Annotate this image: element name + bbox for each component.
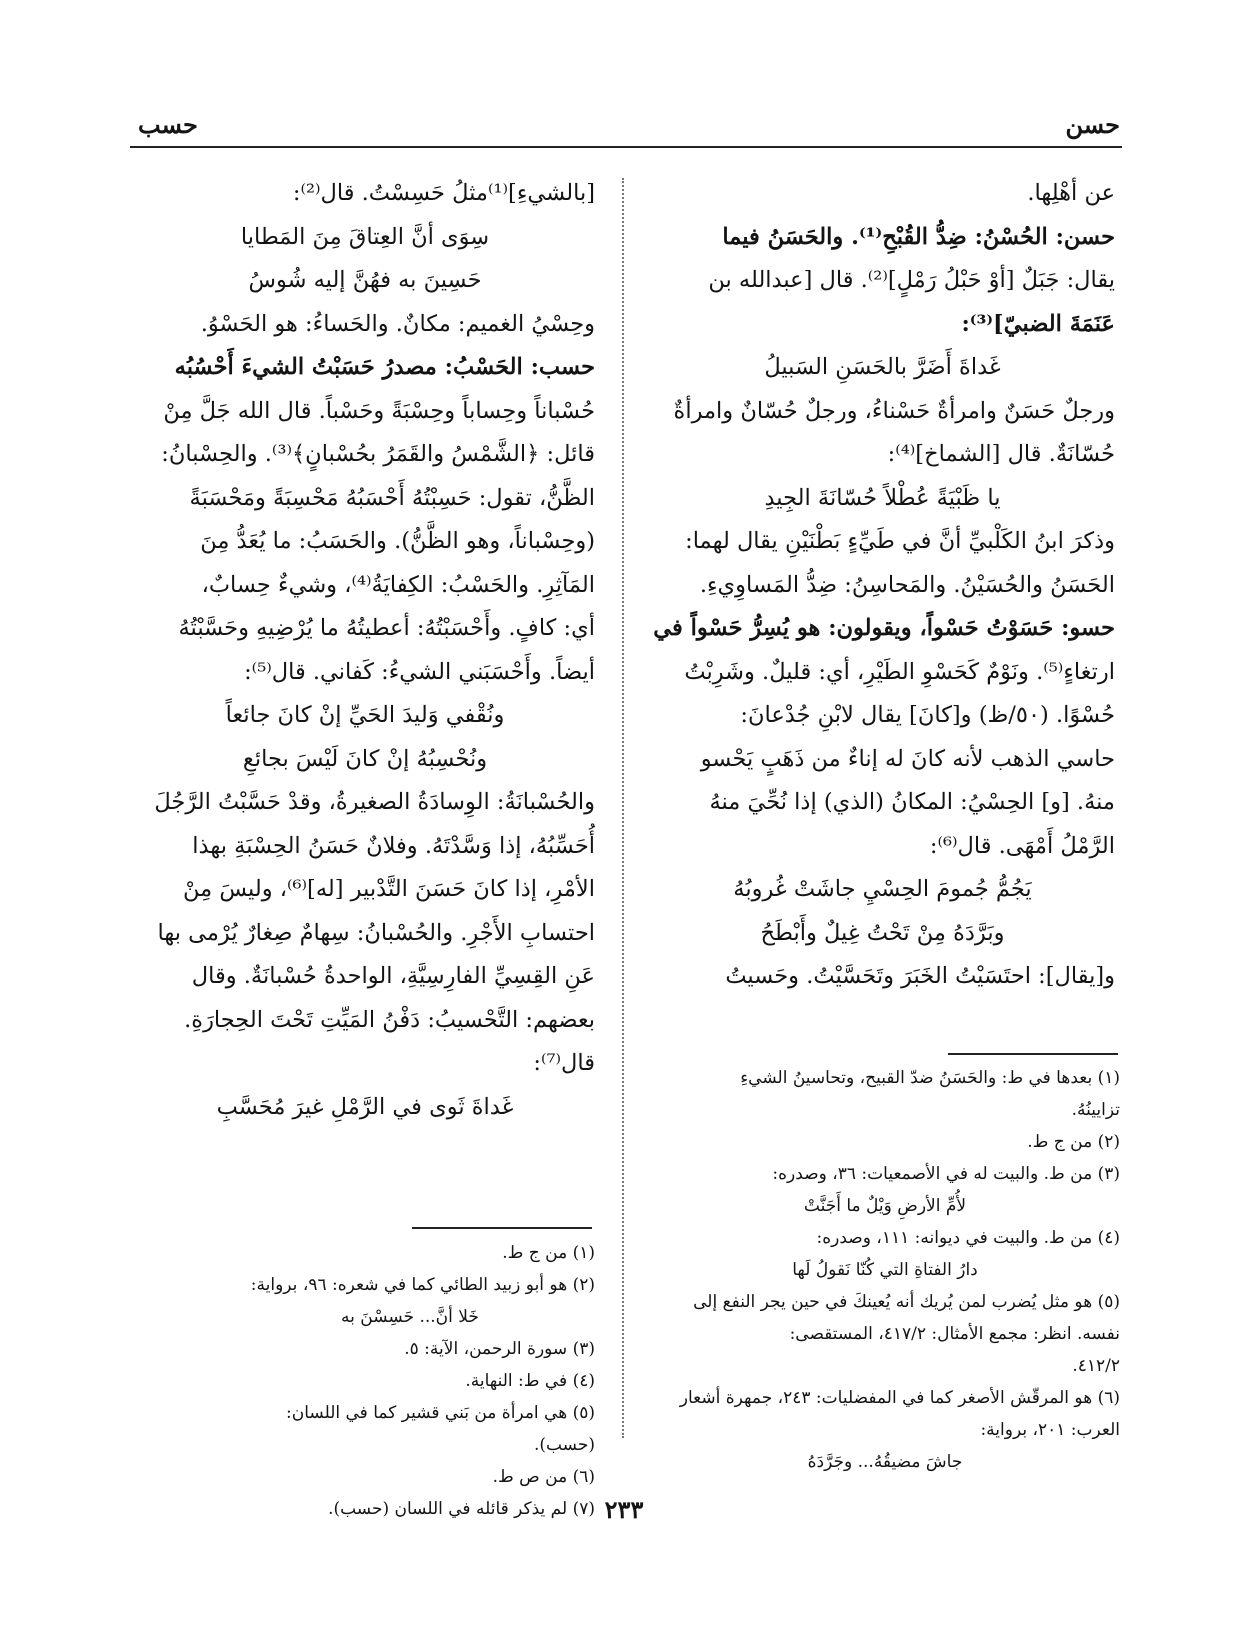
footnote-line: (٣) سورة الرحمن، الآية: ٥. (404, 1339, 595, 1359)
footnote-line: (٥) هي امرأة من بَني قشير كما في اللسان: (حسب). (286, 1403, 595, 1455)
text-line: بعضهم: التَّحْسيبُ: دَفْنُ المَيِّتِ تَحْتَ الحِجارَةِ. (184, 1006, 595, 1033)
footnote-line: العرب: ٢٠١، برواية: (980, 1420, 1120, 1440)
verse-line: ونُحْسِبُهُ إنْ كانَ لَيْسَ بجائعِ (242, 745, 488, 772)
right-column (650, 172, 1115, 999)
column-divider (622, 178, 624, 1438)
text-line: وحِسْيُ الغميم: مكانٌ. والحَساءُ: هو الحَسْوُ. (200, 310, 595, 337)
running-header-right: حسن (1065, 110, 1120, 139)
entry-head-line: حسو: حَسَوْتُ حَسْواً، ويقولون: هو يُسِرُّ حَسْواً في (653, 615, 1115, 641)
text-line: حاسي الذهب لأنه كانَ له إناءٌ من ذَهَبٍ يَحْسو (700, 745, 1115, 772)
footnote-verse: خَلا أنَّ... حَسِسْنَ به (341, 1307, 479, 1327)
header-rule (130, 146, 1122, 148)
text-line: عن أهْلِها. (1027, 180, 1115, 206)
footnotes-right (650, 1062, 1120, 1478)
entry-head-line: حسب: الحَسْبُ: مصدرُ حَسَبْتُ الشيءَ أَحْسُبُه (174, 354, 595, 380)
text-line: الحَسَنُ والحُسَيْنُ. والمَحاسِنُ: ضِدُّ المَساوِيءِ. (699, 571, 1115, 598)
text-line: و[يقال]: احتَسَيْتُ الخَبَرَ وتَحَسَّيْتُ. وحَسيتُ (725, 963, 1115, 989)
text-line: وذكرَ ابنُ الكَلْبيِّ أنَّ في طَيِّءٍ بَطْنَيْنِ يقال لهما: (685, 528, 1115, 554)
footnote-rule-right (948, 1053, 1118, 1055)
verse-line: غَداةَ أَضَرَّ بالحَسَنِ السَبيلُ (764, 354, 1001, 380)
text-line: والحُسْبانَةُ: الوِسادَةُ الصغيرةُ، وقدْ حَسَّبْتُ الرَّجُلَ (154, 789, 595, 815)
text-line: الظَّنُّ، تقول: حَسِبْتُهُ أَحْسَبُهُ مَحْسِبَةً ومَحْسَبَةً (189, 484, 595, 511)
text-line: حُسْباناً وحِساباً وحِسْبَةً وحَسْباً. قال الله جَلَّ مِنْ (163, 397, 595, 424)
text-line: الأمْرِ، إذا كانَ حَسَنَ التَّدْبير [له]⁽⁶⁾، وليسَ مِنْ (183, 876, 595, 902)
text-line: المَآثِرِ. والحَسْبُ: الكِفايَةُ⁽⁴⁾، وشيءٌ حِسابٌ، (201, 571, 595, 598)
left-column (135, 172, 595, 1129)
text-line: قال⁽⁷⁾: (533, 1050, 595, 1076)
footnote-line: (٣) من ط. والبيت له في الأصمعيات: ٣٦، وصدره: (772, 1164, 1120, 1184)
footnote-line: (٢) هو أبو زبيد الطائي كما في شعره: ٩٦، برواية: (250, 1275, 595, 1295)
text-line: أيضاً. وأَحْسَبَني الشيءُ: كَفاني. قال⁽⁵⁾: (244, 658, 595, 685)
footnotes-left (225, 1237, 595, 1525)
text-line: حُسّانَةٌ. قال [الشماخ]⁽⁴⁾: (887, 441, 1115, 467)
footnote-line: (٥) هو مثل يُضرب لمن يُريك أنه يُعينكَ في حين يجر النفع إلى (693, 1292, 1120, 1312)
text-line: أي: كافٍ. وأَحْسَبْتُهُ: أعطيتُهُ ما يُرْضِيهِ وحَسَّبْتُهُ (178, 615, 595, 641)
footnote-line: (٢) من ج ط. (1027, 1132, 1120, 1152)
footnote-line: (٦) هو المرقّش الأصغر كما في المفضليات: ٢٤٣، جمهرة أشعار (679, 1388, 1120, 1408)
footnote-verse: جاشَ مضيقُهُ... وجَرَّدَهُ (807, 1452, 963, 1472)
verse-line: ونُقْفي وَليدَ الحَيِّ إنْ كانَ جائعاً (225, 702, 505, 728)
footnote-line: ٤١٢/٢. (1072, 1356, 1120, 1376)
footnote-line: (٤) من ط. والبيت في ديوانه: ١١١، وصدره: (816, 1228, 1120, 1248)
entry-head-line: حسن: الحُسْنُ: ضِدُّ القُبْحِ⁽¹⁾. والحَسَنُ فيما (722, 223, 1115, 250)
text-line: أُحَسِّبُهُ، إذا وَسَّدْتَهُ. وفلانٌ حَسَنُ الحِسْبَةِ بهذا (192, 832, 595, 859)
footnote-line: نفسه. انظر: مجمع الأمثال: ٤١٧/٢، المستقصى: (789, 1324, 1120, 1344)
verse-line: وبَرَّدَهُ مِنْ تَحْتُ غِيلٌ وأَبْطَحُ (760, 919, 1005, 946)
text-line: (وحِسْباناً، وهو الظَّنُّ). والحَسَبُ: ما يُعَدُّ مِنَ (200, 528, 595, 554)
footnote-verse: دارُ الفتاةِ التي كُنّا نَقولُ لَها (792, 1260, 978, 1280)
text-line: عَنَمَةَ الضبيّ]⁽³⁾: (961, 310, 1115, 337)
verse-line: يَجُمُّ جُمومَ الحِسْيِ جاشَتْ غُروبُهُ (733, 876, 1032, 902)
verse-line: سِوَى أنَّ العِتاقَ مِنَ المَطايا (240, 223, 490, 250)
text-line: قائل: ﴿الشَّمْسُ والقَمَرُ بحُسْبانٍ﴾⁽³⁾. والحِسْبانُ: (161, 441, 595, 467)
footnote-rule-left (412, 1227, 592, 1229)
text-line: ارتغاءٍ⁽⁵⁾. ونَوْمٌ كَحَسْوِ الطَيْرِ، أي: قليلٌ. وشَرِبْتُ (684, 658, 1115, 685)
running-header-left: حسب (138, 110, 198, 139)
text-line: ورجلٌ حَسَنٌ وامرأةٌ حَسْناءُ، ورجلٌ حُسّانٌ وامرأةٌ (673, 397, 1115, 424)
verse-line: حَسِينَ به فهُنَّ إليه شُوسُ (248, 267, 482, 293)
text-line: الرَّمْلُ أَمْهَى. قال⁽⁶⁾: (929, 832, 1115, 859)
text-line: منهُ. [و] الحِسْيُ: المكانُ (الذي) إذا نُحِّيَ منهُ (709, 789, 1115, 815)
footnote-line: (٤) في ط: النهاية. (465, 1371, 595, 1391)
footnote-line: (٧) لم يذكر قائله في اللسان (حسب). (328, 1499, 595, 1519)
verse-line: غَداةَ ثَوى في الرَّمْلِ غيرَ مُحَسَّبِ (216, 1093, 514, 1120)
text-line: احتسابِ الأَجْرِ. والحُسْبانُ: سِهامٌ صِغارٌ يُرْمى بها (157, 919, 595, 946)
verse-line: يا ظَبْيَةً عُطْلاً حُسّانَةَ الجِيدِ (764, 484, 1001, 511)
footnote-verse: لأُمِّ الأرضِ وَيْلٌ ما أَجَنَّتْ (803, 1196, 967, 1216)
footnote-line: (٦) من ص ط. (492, 1467, 595, 1487)
text-line: حُسْوًا. (٥٠/ظ) و[كانَ] يقال لابْنِ جُدْعانَ: (740, 702, 1115, 728)
footnote-line: (١) بعدها في ط: والحَسَنُ ضدّ القبيح، وتحاسينُ الشيءِ (740, 1068, 1120, 1088)
text-line: عَنِ القِسِيِّ الفارِسِيَّةِ، الواحدةُ حُسْبانَةٌ. وقال (191, 963, 595, 989)
footnote-line: (١) من ج ط. (502, 1243, 595, 1263)
text-line: [بالشيءِ]⁽¹⁾مثلُ حَسِسْتُ. قال⁽²⁾: (292, 180, 595, 206)
page-number: ٢٣٣ (604, 1495, 644, 1524)
text-line: يقال: جَبَلٌ [أوْ حَبْلُ رَمْلٍ]⁽²⁾. قال [عبدالله بن (708, 267, 1115, 293)
footnote-line: تزايينُهُ. (1071, 1100, 1120, 1120)
